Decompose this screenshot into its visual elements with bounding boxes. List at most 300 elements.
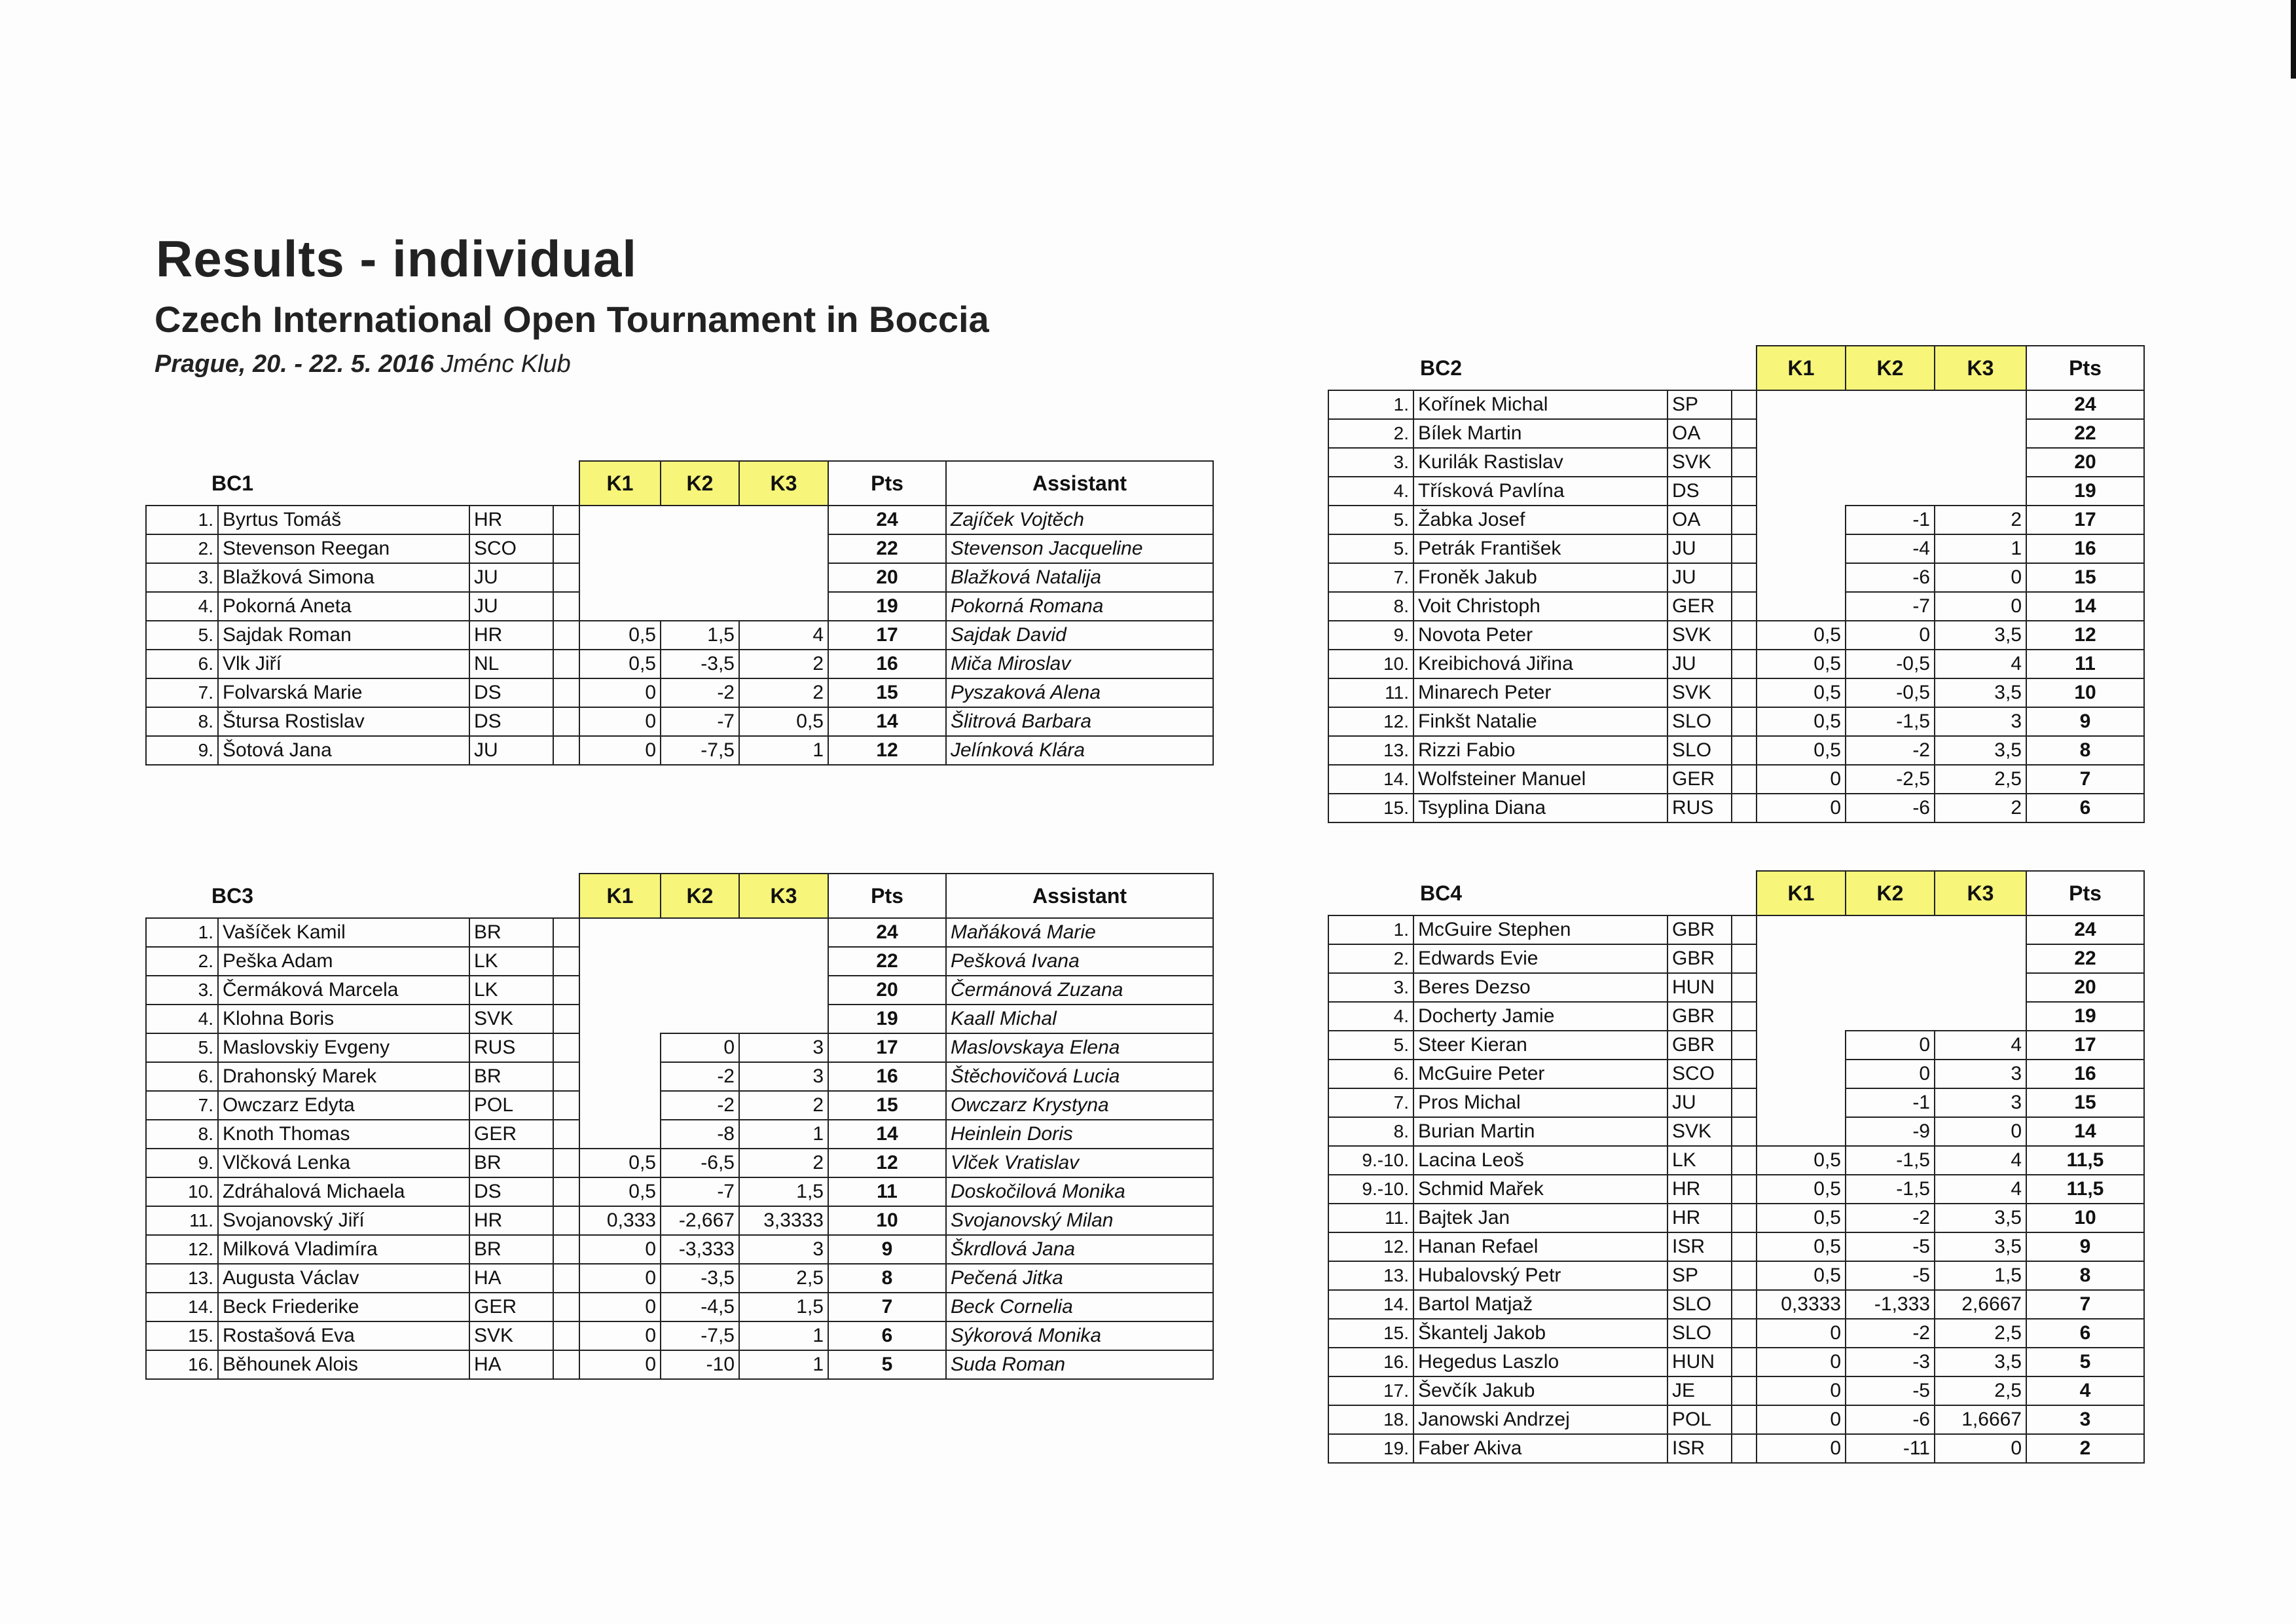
competitor-name: Drahonský Marek [218,1062,469,1091]
extra-cell [1732,1434,1757,1463]
k1-value: 0,333 [579,1206,661,1235]
extra-cell [1732,448,1757,477]
bc4-results-table [1328,870,2145,1464]
table-row [146,707,1213,736]
k1-value [579,918,661,947]
competitor-name: Milková Vladimíra [218,1235,469,1264]
rank-cell: 9.-10. [1328,1146,1413,1175]
club-code: RUS [1667,794,1732,822]
competitor-name: Folvarská Marie [218,678,469,707]
k1-value: 0 [579,1264,661,1293]
extra-cell [553,1350,579,1379]
club-code: SP [1667,1261,1732,1290]
k1-value: 0,5 [579,1149,661,1177]
k1-value [1757,1002,1846,1031]
competitor-name: Peška Adam [218,947,469,976]
extra-cell [1732,736,1757,765]
table-row [1328,1204,2144,1232]
bc2-k3-header: K3 [1935,346,2026,390]
k3-value [739,1005,828,1033]
competitor-name: Schmid Mařek [1413,1175,1667,1204]
extra-cell [553,1033,579,1062]
assistant-name: Doskočilová Monika [946,1177,1213,1206]
competitor-name: Rizzi Fabio [1413,736,1667,765]
rank-cell: 4. [146,592,218,621]
rank-cell: 5. [146,1033,218,1062]
extra-cell [553,1321,579,1350]
assistant-name: Owczarz Krystyna [946,1091,1213,1120]
k3-value: 3 [739,1033,828,1062]
competitor-name: Vlčková Lenka [218,1149,469,1177]
k2-value: -10 [661,1350,739,1379]
k1-value [579,1005,661,1033]
club-code: GER [1667,765,1732,794]
rank-cell: 16. [1328,1348,1413,1376]
bc1-category-label: BC1 [211,471,254,495]
points-value: 15 [828,678,946,707]
k1-value [579,1120,661,1149]
k2-value [661,592,739,621]
k3-value: 2,5 [1935,765,2026,794]
rank-cell: 16. [146,1350,218,1379]
k1-value [1757,1088,1846,1117]
competitor-name: Petrák František [1413,534,1667,563]
k2-value: 1,5 [661,621,739,650]
competitor-name: Beck Friederike [218,1293,469,1321]
k1-value [579,592,661,621]
club-code: SVK [1667,1117,1732,1146]
points-value: 8 [2026,1261,2144,1290]
k3-value: 1,5 [739,1177,828,1206]
k3-value: 3,5 [1935,1204,2026,1232]
points-value: 16 [828,1062,946,1091]
table-row [1328,1319,2144,1348]
club-code: BR [469,1235,553,1264]
bc3-results-table [145,873,1214,1380]
assistant-name: Sýkorová Monika [946,1321,1213,1350]
k1-value: 0,5 [1757,650,1846,678]
competitor-name: Blažková Simona [218,563,469,592]
table-row [1328,794,2144,822]
table-row [146,1177,1213,1206]
points-value: 10 [828,1206,946,1235]
rank-cell: 19. [1328,1434,1413,1463]
rank-cell: 12. [146,1235,218,1264]
k3-value [739,947,828,976]
rank-cell: 15. [1328,1319,1413,1348]
rank-cell: 6. [146,1062,218,1091]
k1-value [1757,506,1846,534]
extra-cell [553,1149,579,1177]
club-code: GBR [1667,1031,1732,1060]
bc1-header-row [146,461,1213,506]
assistant-name: Pešková Ivana [946,947,1213,976]
extra-cell [1732,1204,1757,1232]
k3-value: 2 [1935,794,2026,822]
k3-value: 2 [1935,506,2026,534]
table-row [1328,592,2144,621]
competitor-name: Šotová Jana [218,736,469,765]
k1-value: 0,5 [1757,1175,1846,1204]
rank-cell: 10. [1328,650,1413,678]
table-row [1328,678,2144,707]
rank-cell: 2. [1328,419,1413,448]
k1-value [1757,1031,1846,1060]
extra-cell [1732,1031,1757,1060]
k1-value [579,1091,661,1120]
points-value: 2 [2026,1434,2144,1463]
k3-value: 2,5 [1935,1376,2026,1405]
points-value: 15 [828,1091,946,1120]
k3-value [739,534,828,563]
club-code: GBR [1667,1002,1732,1031]
assistant-name: Beck Cornelia [946,1293,1213,1321]
competitor-name: Ševčík Jakub [1413,1376,1667,1405]
rank-cell: 14. [1328,765,1413,794]
k2-value: -3,5 [661,1264,739,1293]
k2-value: -5 [1846,1376,1935,1405]
k3-value: 1 [1935,534,2026,563]
extra-cell [1732,1290,1757,1319]
k3-value: 3,3333 [739,1206,828,1235]
rank-cell: 9. [1328,621,1413,650]
k2-value [1846,944,1935,973]
k2-value: -8 [661,1120,739,1149]
competitor-name: Kreibichová Jiřina [1413,650,1667,678]
assistant-name: Vlček Vratislav [946,1149,1213,1177]
club-code: JU [1667,650,1732,678]
k1-value [1757,1117,1846,1146]
points-value: 9 [828,1235,946,1264]
competitor-name: Vašíček Kamil [218,918,469,947]
assistant-name: Jelínková Klára [946,736,1213,765]
k2-value: -3,333 [661,1235,739,1264]
points-value: 19 [828,1005,946,1033]
bc4-header-row [1328,871,2144,915]
competitor-name: Štursa Rostislav [218,707,469,736]
k3-value: 1,5 [1935,1261,2026,1290]
club-code: ISR [1667,1232,1732,1261]
k1-value: 0 [1757,1376,1846,1405]
points-value: 17 [2026,1031,2144,1060]
points-value: 6 [828,1321,946,1350]
extra-cell [553,1005,579,1033]
k2-value: -2,667 [661,1206,739,1235]
rank-cell: 9. [146,1149,218,1177]
k3-value [1935,477,2026,506]
competitor-name: Klohna Boris [218,1005,469,1033]
table-row [1328,563,2144,592]
competitor-name: Bílek Martin [1413,419,1667,448]
club-code: RUS [469,1033,553,1062]
extra-cell [1732,477,1757,506]
table-row [1328,1290,2144,1319]
extra-cell [553,1062,579,1091]
club-code: POL [1667,1405,1732,1434]
points-value: 19 [828,592,946,621]
points-value: 5 [2026,1348,2144,1376]
club-code: SVK [469,1005,553,1033]
extra-cell [1732,650,1757,678]
extra-cell [1732,678,1757,707]
assistant-name: Štěchovičová Lucia [946,1062,1213,1091]
competitor-name: Třísková Pavlína [1413,477,1667,506]
rank-cell: 11. [146,1206,218,1235]
bc3-category-label: BC3 [211,883,254,908]
table-row [1328,1261,2144,1290]
club-code: SLO [1667,707,1732,736]
k1-value: 0 [579,736,661,765]
k1-value [1757,973,1846,1002]
bc1-results-table [145,460,1214,766]
points-value: 14 [828,707,946,736]
club-code: BR [469,1149,553,1177]
rank-cell: 5. [1328,534,1413,563]
k3-value: 3 [1935,1088,2026,1117]
k3-value: 1 [739,1321,828,1350]
k3-value: 3,5 [1935,1232,2026,1261]
place-date-text: Prague, 20. - 22. 5. 2016 [155,350,434,378]
k2-value: -2 [1846,1204,1935,1232]
bc4-category-label: BC4 [1420,881,1463,905]
bc2-results-table [1328,345,2145,823]
k3-value: 0 [1935,1434,2026,1463]
club-code: SVK [469,1321,553,1350]
bc4-k3-header: K3 [1935,871,2026,915]
club-code: JU [469,592,553,621]
k3-value: 3,5 [1935,736,2026,765]
club-code: JU [1667,1088,1732,1117]
k1-value: 0,5 [1757,1204,1846,1232]
k2-value: -7,5 [661,736,739,765]
rank-cell: 7. [146,1091,218,1120]
points-value: 16 [2026,1060,2144,1088]
extra-cell [1732,621,1757,650]
competitor-name: Bartol Matjaž [1413,1290,1667,1319]
competitor-name: Knoth Thomas [218,1120,469,1149]
k3-value [1935,973,2026,1002]
k3-value [739,592,828,621]
points-value: 7 [2026,765,2144,794]
k3-value: 1,5 [739,1293,828,1321]
table-row [1328,621,2144,650]
assistant-name: Pyszaková Alena [946,678,1213,707]
bc4-pts-header: Pts [2026,871,2144,915]
assistant-name: Svojanovský Milan [946,1206,1213,1235]
club-code: ISR [1667,1434,1732,1463]
table-row [1328,707,2144,736]
k2-value: -1,5 [1846,707,1935,736]
k1-value [1757,477,1846,506]
k3-value: 3 [739,1235,828,1264]
k2-value [661,534,739,563]
club-code: HA [469,1350,553,1379]
competitor-name: McGuire Peter [1413,1060,1667,1088]
points-value: 24 [828,506,946,534]
rank-cell: 11. [1328,1204,1413,1232]
k3-value: 0 [1935,592,2026,621]
rank-cell: 7. [1328,1088,1413,1117]
rank-cell: 6. [146,650,218,678]
k1-value [579,947,661,976]
table-row [1328,765,2144,794]
club-code: DS [469,678,553,707]
table-row [146,1321,1213,1350]
points-value: 20 [2026,973,2144,1002]
k1-value: 0 [1757,1319,1846,1348]
table-row [146,918,1213,947]
assistant-name: Blažková Natalija [946,563,1213,592]
k2-value: -7 [661,1177,739,1206]
k1-value [1757,390,1846,419]
k1-value: 0,5 [1757,1232,1846,1261]
page-subtitle: Czech International Open Tournament in Boccia [155,299,989,340]
assistant-name: Maňáková Marie [946,918,1213,947]
club-code: NL [469,650,553,678]
points-value: 10 [2026,1204,2144,1232]
competitor-name: Owczarz Edyta [218,1091,469,1120]
k3-value: 0 [1935,563,2026,592]
points-value: 15 [2026,563,2144,592]
extra-cell [553,678,579,707]
k1-value: 0,5 [579,650,661,678]
table-row [1328,1146,2144,1175]
competitor-name: Lacina Leoš [1413,1146,1667,1175]
table-row [1328,915,2144,944]
points-value: 17 [828,1033,946,1062]
assistant-name: Kaall Michal [946,1005,1213,1033]
rank-cell: 15. [1328,794,1413,822]
extra-cell [553,976,579,1005]
extra-cell [1732,1060,1757,1088]
k1-value [1757,448,1846,477]
rank-cell: 7. [1328,563,1413,592]
points-value: 11,5 [2026,1175,2144,1204]
k3-value [1935,448,2026,477]
bc3-pts-header: Pts [828,874,946,918]
club-code: SLO [1667,1319,1732,1348]
points-value: 16 [828,650,946,678]
club-code: SCO [1667,1060,1732,1088]
bc2-k1-header: K1 [1757,346,1846,390]
k2-value: -9 [1846,1117,1935,1146]
k2-value [1846,1002,1935,1031]
extra-cell [553,563,579,592]
assistant-name: Miča Miroslav [946,650,1213,678]
rank-cell: 12. [1328,1232,1413,1261]
k3-value: 0 [1935,1117,2026,1146]
rank-cell: 8. [146,707,218,736]
rank-cell: 8. [146,1120,218,1149]
extra-cell [1732,534,1757,563]
club-code: DS [469,1177,553,1206]
rank-cell: 17. [1328,1376,1413,1405]
extra-cell [1732,1088,1757,1117]
k1-value: 0,5 [1757,736,1846,765]
club-code: GER [469,1120,553,1149]
points-value: 22 [2026,944,2144,973]
rank-cell: 13. [146,1264,218,1293]
club-code: LK [469,976,553,1005]
rank-cell: 14. [146,1293,218,1321]
k2-value: -1,5 [1846,1146,1935,1175]
assistant-name: Šlitrová Barbara [946,707,1213,736]
table-row [1328,1088,2144,1117]
k3-value: 4 [1935,1175,2026,1204]
competitor-name: Novota Peter [1413,621,1667,650]
rank-cell: 6. [1328,1060,1413,1088]
k2-value: -3 [1846,1348,1935,1376]
k1-value: 0 [579,707,661,736]
table-row [1328,1232,2144,1261]
bc3-assistant-header: Assistant [946,874,1213,918]
extra-cell [553,650,579,678]
rank-cell: 9. [146,736,218,765]
bc1-assistant-header: Assistant [946,461,1213,506]
table-row [1328,448,2144,477]
extra-cell [1732,707,1757,736]
competitor-name: Žabka Josef [1413,506,1667,534]
k3-value [1935,390,2026,419]
rank-cell: 8. [1328,1117,1413,1146]
k1-value: 0,5 [1757,707,1846,736]
competitor-name: Vlk Jiří [218,650,469,678]
points-value: 9 [2026,707,2144,736]
table-row [1328,1060,2144,1088]
competitor-name: Sajdak Roman [218,621,469,650]
table-row [146,1091,1213,1120]
k2-value [661,947,739,976]
points-value: 8 [828,1264,946,1293]
bc1-k2-header: K2 [661,461,739,506]
k2-value [1846,390,1935,419]
competitor-name: Froněk Jakub [1413,563,1667,592]
k1-value: 0 [1757,1434,1846,1463]
bc1-k1-header: K1 [579,461,661,506]
extra-cell [1732,1232,1757,1261]
club-code: OA [1667,506,1732,534]
points-value: 6 [2026,1319,2144,1348]
rank-cell: 4. [1328,477,1413,506]
table-row [146,563,1213,592]
club-code: HR [1667,1175,1732,1204]
table-row [146,506,1213,534]
points-value: 24 [2026,915,2144,944]
table-row [1328,944,2144,973]
club-code: LK [1667,1146,1732,1175]
table-row [1328,1434,2144,1463]
bc1-k3-header: K3 [739,461,828,506]
points-value: 8 [2026,736,2144,765]
k2-value: -2 [1846,1319,1935,1348]
k3-value: 2,6667 [1935,1290,2026,1319]
extra-cell [553,1264,579,1293]
k3-value: 1 [739,1120,828,1149]
competitor-name: Čermáková Marcela [218,976,469,1005]
competitor-name: Bajtek Jan [1413,1204,1667,1232]
extra-cell [553,592,579,621]
k2-value: -0,5 [1846,678,1935,707]
table-row [1328,1405,2144,1434]
bc2-pts-header: Pts [2026,346,2144,390]
assistant-name: Pečená Jitka [946,1264,1213,1293]
k1-value [1757,915,1846,944]
club-code: SLO [1667,1290,1732,1319]
table-row [146,1264,1213,1293]
rank-cell: 1. [1328,390,1413,419]
points-value: 16 [2026,534,2144,563]
competitor-name: Hanan Refael [1413,1232,1667,1261]
